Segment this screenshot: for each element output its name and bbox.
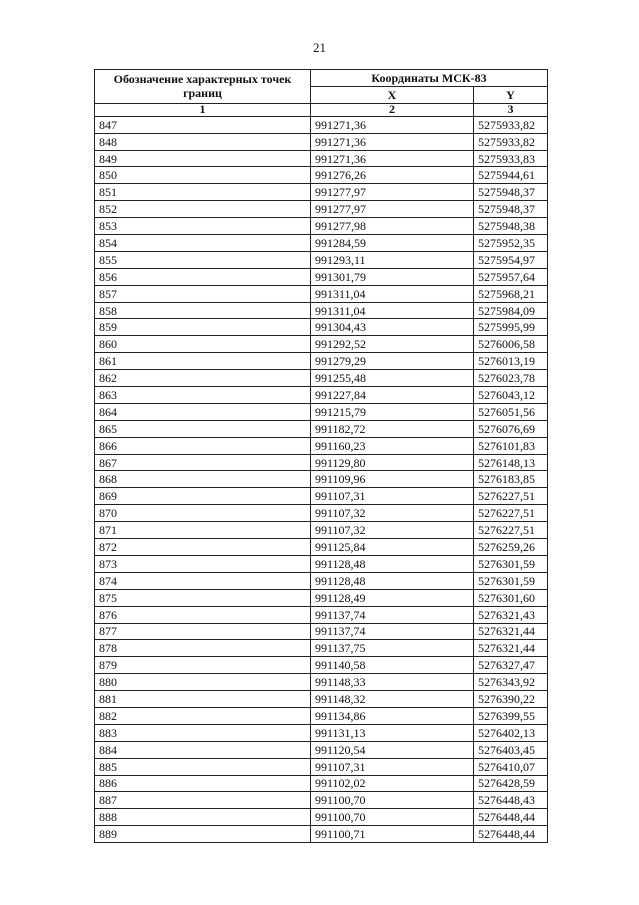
- point-id-cell: 878: [95, 640, 311, 657]
- point-id-cell: 881: [95, 691, 311, 708]
- header-y: Y: [474, 86, 548, 103]
- y-coordinate-cell: 5276301,60: [474, 589, 548, 606]
- y-coordinate-cell: 5276227,51: [474, 522, 548, 539]
- table-row: [95, 674, 548, 691]
- y-coordinate-cell: 5276321,44: [474, 640, 548, 657]
- table-row: [95, 741, 548, 758]
- header-coords: Координаты МСК-83: [311, 70, 548, 87]
- table-row: [95, 251, 548, 268]
- column-number-3: 3: [474, 103, 548, 116]
- point-id-cell: 851: [95, 184, 311, 201]
- x-coordinate-cell: 991215,79: [311, 403, 474, 420]
- y-coordinate-cell: 5276051,56: [474, 403, 548, 420]
- coordinates-table: [94, 69, 548, 843]
- x-coordinate-cell: 991107,31: [311, 488, 474, 505]
- point-id-cell: 887: [95, 792, 311, 809]
- table-row: [95, 420, 548, 437]
- x-coordinate-cell: 991109,96: [311, 471, 474, 488]
- y-coordinate-cell: 5276390,22: [474, 691, 548, 708]
- x-coordinate-cell: 991148,33: [311, 674, 474, 691]
- y-coordinate-cell: 5276076,69: [474, 420, 548, 437]
- point-id-cell: 854: [95, 235, 311, 252]
- table-row: [95, 133, 548, 150]
- y-coordinate-cell: 5276327,47: [474, 657, 548, 674]
- y-coordinate-cell: 5276013,19: [474, 353, 548, 370]
- y-coordinate-cell: 5276448,44: [474, 826, 548, 843]
- point-id-cell: 856: [95, 268, 311, 285]
- y-coordinate-cell: 5276183,85: [474, 471, 548, 488]
- point-id-cell: 883: [95, 724, 311, 741]
- y-coordinate-cell: 5276448,44: [474, 809, 548, 826]
- y-coordinate-cell: 5276321,44: [474, 623, 548, 640]
- y-coordinate-cell: 5275944,61: [474, 167, 548, 184]
- y-coordinate-cell: 5275948,38: [474, 218, 548, 235]
- point-id-cell: 868: [95, 471, 311, 488]
- table-row: [95, 471, 548, 488]
- x-coordinate-cell: 991107,32: [311, 505, 474, 522]
- y-coordinate-cell: 5276428,59: [474, 775, 548, 792]
- point-id-cell: 849: [95, 150, 311, 167]
- x-coordinate-cell: 991304,43: [311, 319, 474, 336]
- table-row: [95, 707, 548, 724]
- table-row: [95, 572, 548, 589]
- point-id-cell: 862: [95, 370, 311, 387]
- point-id-cell: 869: [95, 488, 311, 505]
- x-coordinate-cell: 991160,23: [311, 437, 474, 454]
- x-coordinate-cell: 991137,74: [311, 623, 474, 640]
- y-coordinate-cell: 5276403,45: [474, 741, 548, 758]
- x-coordinate-cell: 991276,26: [311, 167, 474, 184]
- y-coordinate-cell: 5276448,43: [474, 792, 548, 809]
- table-row: [95, 539, 548, 556]
- y-coordinate-cell: 5276101,83: [474, 437, 548, 454]
- table-row: [95, 724, 548, 741]
- x-coordinate-cell: 991311,04: [311, 302, 474, 319]
- x-coordinate-cell: 991107,32: [311, 522, 474, 539]
- table-row: [95, 370, 548, 387]
- point-id-cell: 873: [95, 555, 311, 572]
- x-coordinate-cell: 991100,71: [311, 826, 474, 843]
- x-coordinate-cell: 991301,79: [311, 268, 474, 285]
- x-coordinate-cell: 991128,49: [311, 589, 474, 606]
- y-coordinate-cell: 5276227,51: [474, 505, 548, 522]
- table-row: [95, 809, 548, 826]
- y-coordinate-cell: 5275957,64: [474, 268, 548, 285]
- table-row: [95, 826, 548, 843]
- x-coordinate-cell: 991182,72: [311, 420, 474, 437]
- point-id-cell: 865: [95, 420, 311, 437]
- x-coordinate-cell: 991271,36: [311, 133, 474, 150]
- table-row: [95, 302, 548, 319]
- table-row: [95, 437, 548, 454]
- y-coordinate-cell: 5276006,58: [474, 336, 548, 353]
- x-coordinate-cell: 991311,04: [311, 285, 474, 302]
- point-id-cell: 877: [95, 623, 311, 640]
- point-id-cell: 875: [95, 589, 311, 606]
- point-id-cell: 866: [95, 437, 311, 454]
- table-row: [95, 623, 548, 640]
- point-id-cell: 864: [95, 403, 311, 420]
- point-id-cell: 863: [95, 387, 311, 404]
- point-id-cell: 857: [95, 285, 311, 302]
- y-coordinate-cell: 5276043,12: [474, 387, 548, 404]
- x-coordinate-cell: 991277,97: [311, 201, 474, 218]
- point-id-cell: 885: [95, 758, 311, 775]
- table-row: [95, 235, 548, 252]
- x-coordinate-cell: 991131,13: [311, 724, 474, 741]
- table-header: [95, 70, 548, 117]
- table-row: [95, 218, 548, 235]
- x-coordinate-cell: 991140,58: [311, 657, 474, 674]
- y-coordinate-cell: 5276321,43: [474, 606, 548, 623]
- point-id-cell: 847: [95, 116, 311, 133]
- point-id-cell: 867: [95, 454, 311, 471]
- table-row: [95, 792, 548, 809]
- point-id-cell: 859: [95, 319, 311, 336]
- point-id-cell: 853: [95, 218, 311, 235]
- header-points: Обозначение характерных точек границ: [95, 70, 311, 104]
- table-row: [95, 454, 548, 471]
- point-id-cell: 850: [95, 167, 311, 184]
- x-coordinate-cell: 991148,32: [311, 691, 474, 708]
- x-coordinate-cell: 991293,11: [311, 251, 474, 268]
- table-body: [95, 116, 548, 842]
- y-coordinate-cell: 5276023,78: [474, 370, 548, 387]
- page-number: 21: [313, 40, 326, 55]
- table-row: [95, 353, 548, 370]
- y-coordinate-cell: 5275954,97: [474, 251, 548, 268]
- table-row: [95, 403, 548, 420]
- table-row: [95, 285, 548, 302]
- x-coordinate-cell: 991271,36: [311, 150, 474, 167]
- x-coordinate-cell: 991125,84: [311, 539, 474, 556]
- y-coordinate-cell: 5275933,82: [474, 133, 548, 150]
- x-coordinate-cell: 991100,70: [311, 809, 474, 826]
- table-row: [95, 336, 548, 353]
- y-coordinate-cell: 5276148,13: [474, 454, 548, 471]
- x-coordinate-cell: 991129,80: [311, 454, 474, 471]
- table-row: [95, 201, 548, 218]
- point-id-cell: 886: [95, 775, 311, 792]
- y-coordinate-cell: 5276227,51: [474, 488, 548, 505]
- y-coordinate-cell: 5276259,26: [474, 539, 548, 556]
- y-coordinate-cell: 5276402,13: [474, 724, 548, 741]
- point-id-cell: 889: [95, 826, 311, 843]
- table-row: [95, 758, 548, 775]
- column-number-2: 2: [311, 103, 474, 116]
- point-id-cell: 858: [95, 302, 311, 319]
- x-coordinate-cell: 991279,29: [311, 353, 474, 370]
- x-coordinate-cell: 991284,59: [311, 235, 474, 252]
- y-coordinate-cell: 5275995,99: [474, 319, 548, 336]
- point-id-cell: 861: [95, 353, 311, 370]
- point-id-cell: 876: [95, 606, 311, 623]
- y-coordinate-cell: 5275984,09: [474, 302, 548, 319]
- x-coordinate-cell: 991102,02: [311, 775, 474, 792]
- table-row: [95, 589, 548, 606]
- y-coordinate-cell: 5276301,59: [474, 555, 548, 572]
- table-row: [95, 184, 548, 201]
- table-row: [95, 116, 548, 133]
- x-coordinate-cell: 991271,36: [311, 116, 474, 133]
- x-coordinate-cell: 991277,98: [311, 218, 474, 235]
- point-id-cell: 882: [95, 707, 311, 724]
- point-id-cell: 874: [95, 572, 311, 589]
- column-number-1: 1: [95, 103, 311, 116]
- point-id-cell: 860: [95, 336, 311, 353]
- table-row: [95, 775, 548, 792]
- header-x: X: [311, 86, 474, 103]
- x-coordinate-cell: 991137,75: [311, 640, 474, 657]
- x-coordinate-cell: 991292,52: [311, 336, 474, 353]
- table-row: [95, 691, 548, 708]
- y-coordinate-cell: 5275968,21: [474, 285, 548, 302]
- x-coordinate-cell: 991128,48: [311, 572, 474, 589]
- table-row: [95, 555, 548, 572]
- y-coordinate-cell: 5276399,55: [474, 707, 548, 724]
- table-row: [95, 387, 548, 404]
- x-coordinate-cell: 991134,86: [311, 707, 474, 724]
- point-id-cell: 870: [95, 505, 311, 522]
- x-coordinate-cell: 991128,48: [311, 555, 474, 572]
- table-row: [95, 150, 548, 167]
- table-row: [95, 319, 548, 336]
- y-coordinate-cell: 5276301,59: [474, 572, 548, 589]
- table-row: [95, 167, 548, 184]
- table-row: [95, 505, 548, 522]
- table-row: [95, 522, 548, 539]
- table-row: [95, 268, 548, 285]
- point-id-cell: 880: [95, 674, 311, 691]
- x-coordinate-cell: 991107,31: [311, 758, 474, 775]
- y-coordinate-cell: 5275933,83: [474, 150, 548, 167]
- y-coordinate-cell: 5276410,07: [474, 758, 548, 775]
- point-id-cell: 855: [95, 251, 311, 268]
- point-id-cell: 879: [95, 657, 311, 674]
- y-coordinate-cell: 5275948,37: [474, 201, 548, 218]
- point-id-cell: 871: [95, 522, 311, 539]
- table-row: [95, 606, 548, 623]
- x-coordinate-cell: 991277,97: [311, 184, 474, 201]
- y-coordinate-cell: 5275952,35: [474, 235, 548, 252]
- x-coordinate-cell: 991137,74: [311, 606, 474, 623]
- x-coordinate-cell: 991120,54: [311, 741, 474, 758]
- x-coordinate-cell: 991255,48: [311, 370, 474, 387]
- table-row: [95, 657, 548, 674]
- table-row: [95, 488, 548, 505]
- point-id-cell: 884: [95, 741, 311, 758]
- table-row: [95, 640, 548, 657]
- point-id-cell: 888: [95, 809, 311, 826]
- y-coordinate-cell: 5275933,82: [474, 116, 548, 133]
- x-coordinate-cell: 991100,70: [311, 792, 474, 809]
- y-coordinate-cell: 5275948,37: [474, 184, 548, 201]
- point-id-cell: 872: [95, 539, 311, 556]
- x-coordinate-cell: 991227,84: [311, 387, 474, 404]
- y-coordinate-cell: 5276343,92: [474, 674, 548, 691]
- point-id-cell: 848: [95, 133, 311, 150]
- point-id-cell: 852: [95, 201, 311, 218]
